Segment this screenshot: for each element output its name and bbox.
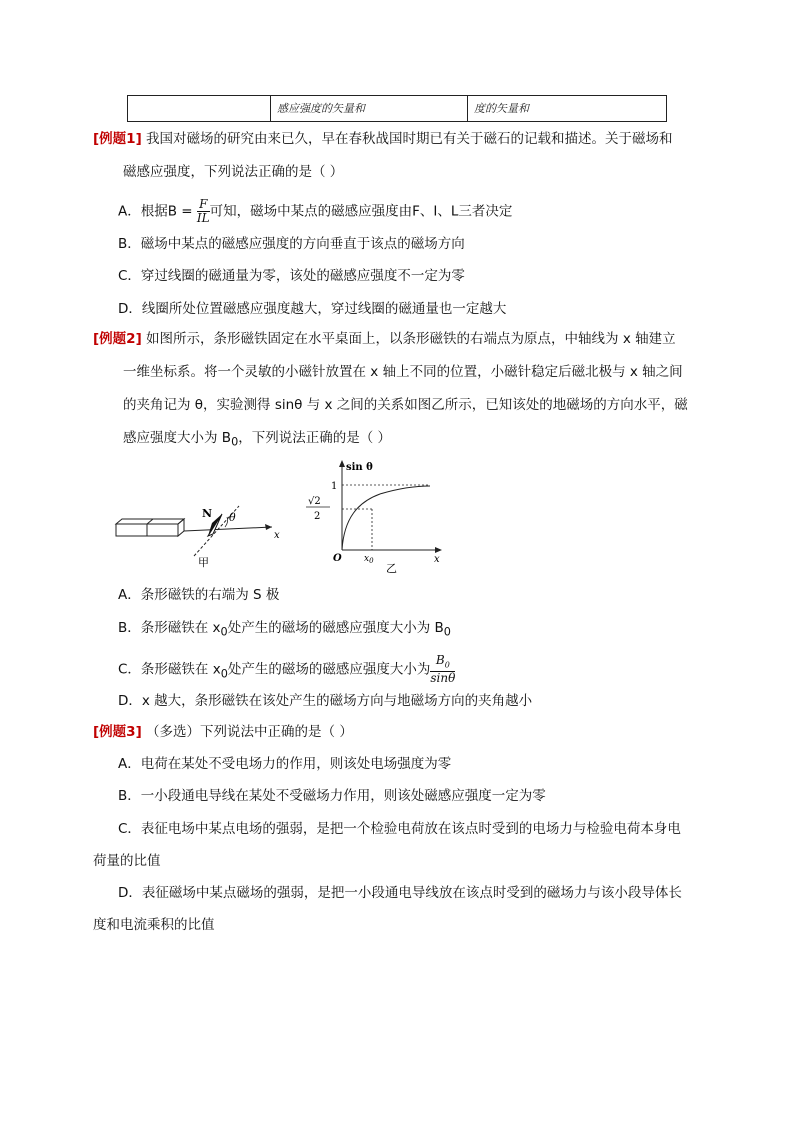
- fraction-b0-over-sintheta: $\frac{B_0}{\sin\theta}$: [430, 653, 456, 686]
- figure-jia-caption: 甲: [198, 556, 209, 569]
- ex3-tag: [例题3]: [93, 724, 142, 740]
- y-tick-one: 1: [331, 481, 338, 492]
- table-cell: 度的矢量和: [474, 102, 529, 115]
- ex3-option-d-line2: 度和电流乘积的比值: [93, 917, 215, 933]
- y-tick-root2: √2: [308, 496, 321, 507]
- figure-yi: [300, 458, 450, 573]
- ex3-option-c-line1: C．表征电场中某点电场的强弱，是把一个检验电荷放在该点时受到的电场力与检验电荷本身电: [118, 821, 681, 837]
- x-axis-label: x: [434, 554, 440, 565]
- ex1-option-b: B．磁场中某点的磁感应强度的方向垂直于该点的磁场方向: [118, 236, 465, 252]
- figure-jia: [112, 490, 292, 570]
- x0-tick-label: $x_0$: [364, 554, 374, 565]
- theta-label: θ: [229, 511, 236, 524]
- x-axis-line: [184, 527, 272, 531]
- ex2-tag: [例题2]: [93, 331, 142, 347]
- y-tick-den: 2: [314, 511, 321, 522]
- ex3-option-d-line1: D．表征磁场中某点磁场的强弱，是把一小段通电导线放在该点时受到的磁场力与该小段导体长: [118, 885, 682, 901]
- ex2-stem-line4: 感应强度大小为 $B_0$，下列说法正确的是（ ）: [123, 430, 392, 449]
- ex2-option-c: C．条形磁铁在 $x_0$处产生的磁场的磁感应强度大小为 $\frac{B_0}{\sin\theta}$: [118, 653, 456, 686]
- ex1-option-c: C．穿过线圈的磁通量为零，该处的磁感应强度不一定为零: [118, 268, 465, 284]
- sin-theta-curve: [342, 486, 430, 550]
- ex3-option-c-line2: 荷量的比值: [93, 853, 161, 869]
- y-axis-label: sin θ: [346, 462, 373, 473]
- ex3-option-b: B．一小段通电导线在某处不受磁场力作用，则该处磁感应强度一定为零: [118, 788, 546, 804]
- ex3-stem-line: [例题3] （多选）下列说法中正确的是（ ）: [93, 724, 353, 740]
- x-axis-arrow: [265, 524, 272, 530]
- ex2-option-b: B．条形磁铁在 $x_0$处产生的磁场的磁感应强度大小为 $B_0$: [118, 620, 451, 639]
- x-axis-arrow: [435, 547, 442, 553]
- theta-arc: [225, 517, 228, 527]
- ex2-option-d: D．x 越大，条形磁铁在该处产生的磁场方向与地磁场方向的夹角越小: [118, 693, 533, 709]
- bar-magnet: [116, 519, 184, 536]
- figure-yi-caption: 乙: [386, 562, 397, 573]
- origin-label: O: [333, 553, 342, 564]
- ex3-option-a: A．电荷在某处不受电场力的作用，则该处电场强度为零: [118, 756, 452, 772]
- ex2-stem-line2: 一维坐标系。将一个灵敏的小磁针放置在 x 轴上不同的位置，小磁针稳定后磁北极与 x 轴之间: [123, 364, 683, 380]
- y-axis-arrow: [339, 460, 345, 467]
- fraction-f-over-il: $\frac{F}{IL}$: [196, 197, 210, 225]
- table-fragment: [127, 95, 667, 122]
- ex2-stem-line1: [例题2] 如图所示，条形磁铁固定在水平桌面上，以条形磁铁的右端点为原点，中轴线为 x 轴建立: [93, 331, 676, 347]
- table-cell: [128, 96, 271, 121]
- x-axis-label: x: [274, 530, 280, 541]
- ex1-stem-line2: 磁感应强度，下列说法正确的是（ ）: [123, 164, 344, 180]
- ex1-option-a: A．根据B = $\frac{F}{IL}$ 可知，磁场中某点的磁感应强度由F、I、L三者决定: [118, 197, 513, 225]
- ex1-stem: 我国对磁场的研究由来已久，早在春秋战国时期已有关于磁石的记载和描述。关于磁场和: [146, 131, 673, 147]
- ex2-stem-line3: 的夹角记为 θ，实验测得 sinθ 与 x 之间的关系如图乙所示，已知该处的地磁场的方向水平，磁: [123, 397, 688, 413]
- n-pole-label: N: [202, 507, 213, 520]
- ex1-tag: [例题1]: [93, 131, 142, 147]
- ex2-option-a: A．条形磁铁的右端为 S 极: [118, 587, 280, 603]
- ex1-stem-line1: [93, 129, 673, 149]
- table-cell: 感应强度的矢量和: [271, 96, 468, 121]
- ex1-option-d: D．线圈所处位置磁感应强度越大，穿过线圈的磁通量也一定越大: [118, 301, 507, 317]
